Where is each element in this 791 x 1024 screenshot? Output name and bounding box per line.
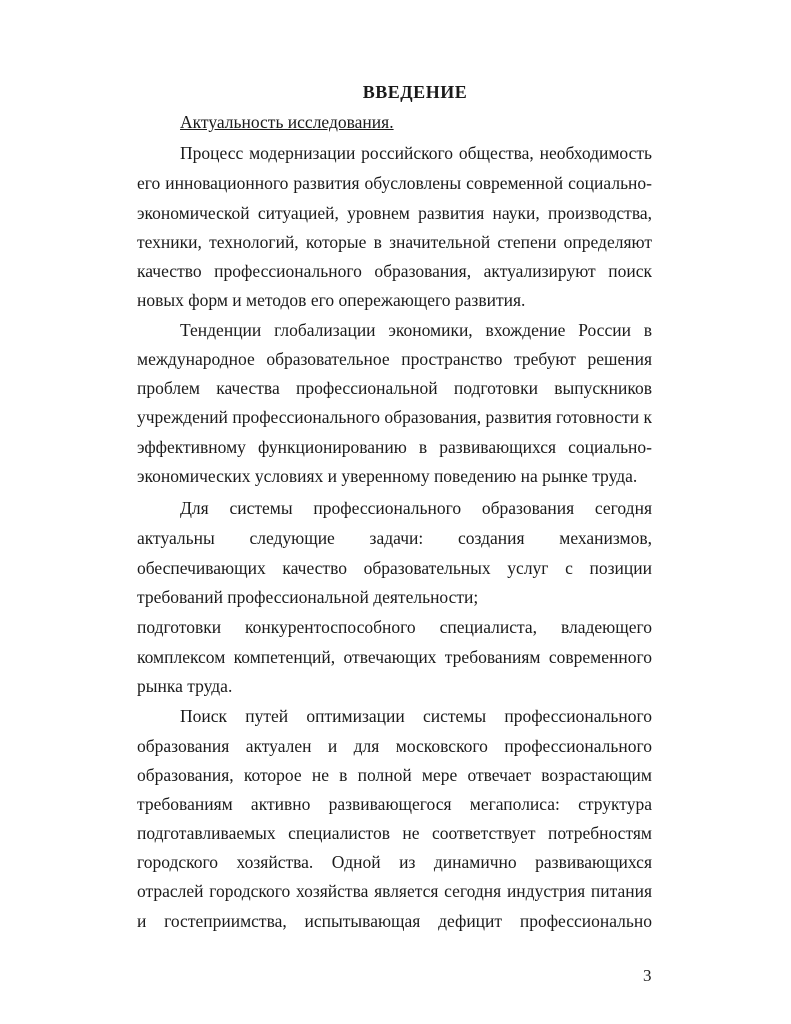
text-line: качество профессионального образования, актуализируют поиск (137, 261, 652, 281)
text-line: и гостеприимства, испытывающая дефицит профессионально (137, 911, 652, 931)
text-line: рынка труда. (137, 676, 233, 696)
text-line: экономической ситуацией, уровнем развития науки, производства, (137, 203, 652, 223)
page-number: 3 (643, 966, 652, 985)
text-line: техники, технологий, которые в значительной степени определяют (137, 232, 652, 252)
text-line: городского хозяйства. Одной из динамично развивающихся (137, 852, 652, 872)
text-line: образования, которое не в полной мере отвечает возрастающим (137, 765, 652, 785)
text-line: требованиям активно развивающегося мегаполиса: структура (137, 794, 652, 814)
text-line: учреждений профессионального образования, развития готовности к (137, 407, 652, 427)
text-line: новых форм и методов его опережающего развития. (137, 290, 526, 310)
text-line: эффективному функционированию в развивающихся социально- (137, 437, 652, 457)
text-line: подготавливаемых специалистов не соответствует потребностям (137, 823, 652, 843)
text-line: экономических условиях и уверенному поведению на рынке труда. (137, 466, 638, 486)
text-line: обеспечивающих качество образовательных услуг с позиции (137, 558, 652, 578)
section-subtitle: Актуальность исследования. (180, 112, 394, 132)
text-line: Процесс модернизации российского общества, необходимость (180, 143, 652, 163)
text-line: проблем качества профессиональной подготовки выпускников (137, 378, 652, 398)
text-line: Тенденции глобализации экономики, вхождение России в (180, 320, 652, 340)
text-line: актуальны следующие задачи: создания механизмов, (137, 528, 652, 548)
text-line: отраслей городского хозяйства является сегодня индустрия питания (137, 881, 652, 901)
page-title: ВВЕДЕНИЕ (362, 82, 468, 102)
text-line: комплексом компетенций, отвечающих требованиям современного (137, 647, 652, 667)
text-line: образования актуален и для московского профессионального (137, 736, 652, 756)
text-line: его инновационного развития обусловлены современной социально- (137, 173, 652, 193)
text-line: Для системы профессионального образования сегодня (180, 498, 652, 518)
text-line: подготовки конкурентоспособного специалиста, владеющего (137, 617, 652, 637)
text-line: Поиск путей оптимизации системы профессионального (180, 706, 652, 726)
text-line: требований профессиональной деятельности; (137, 587, 479, 607)
text-line: международное образовательное пространство требуют решения (137, 349, 652, 369)
